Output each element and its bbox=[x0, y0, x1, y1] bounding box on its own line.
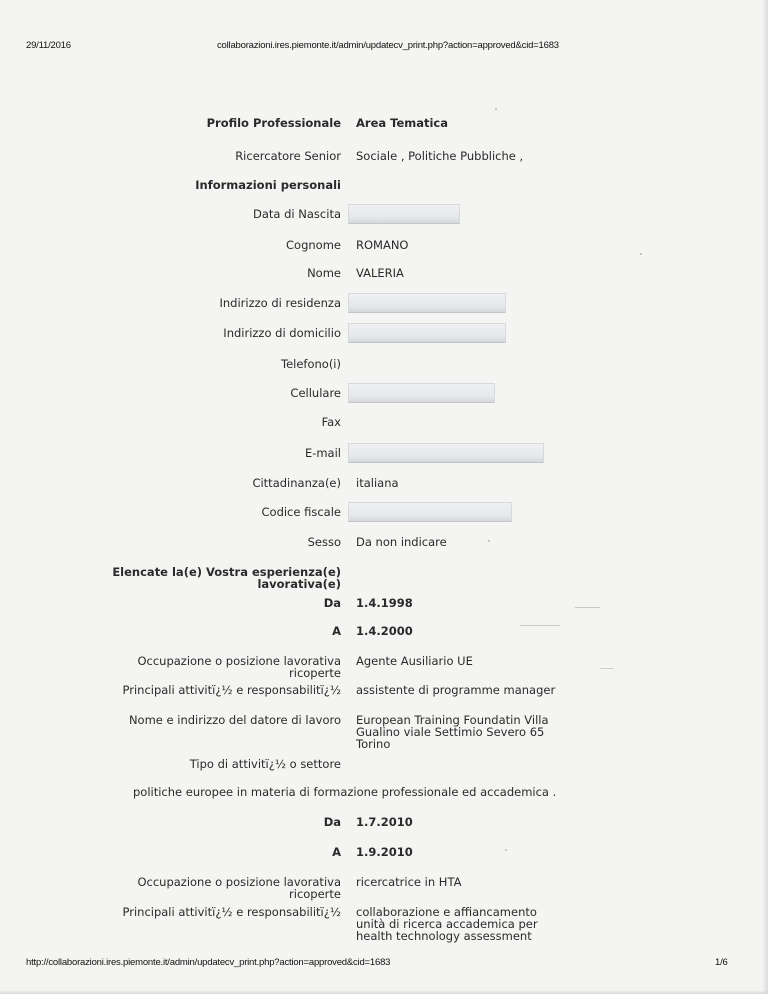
from-value: 1.4.1998 bbox=[356, 596, 413, 610]
page-edge bbox=[762, 0, 768, 994]
sex-label: Sesso bbox=[307, 535, 341, 549]
activities-label: Principali attivitï¿½ e responsabilitï¿½ bbox=[122, 905, 341, 919]
from-label: Da bbox=[323, 596, 341, 610]
phone-label: Telefono(i) bbox=[281, 357, 341, 371]
scan-speck bbox=[520, 625, 560, 626]
scan-speck bbox=[488, 540, 490, 542]
profile-value: Ricercatore Senior bbox=[235, 149, 341, 163]
activities-line: collaborazione e affiancamento bbox=[356, 905, 537, 919]
role-label: Occupazione o posizione lavorativa bbox=[137, 875, 341, 889]
sector-label: Tipo di attivitï¿½ o settore bbox=[189, 757, 341, 771]
employer-line: European Training Foundatin Villa bbox=[356, 713, 549, 727]
to-value: 1.9.2010 bbox=[356, 845, 413, 859]
email-label: E-mail bbox=[304, 446, 341, 460]
name-value: VALERIA bbox=[356, 266, 404, 280]
area-value: Sociale , Politiche Pubbliche , bbox=[356, 149, 524, 163]
role-label-cont: ricoperte bbox=[289, 666, 341, 680]
citizenship-value: italiana bbox=[356, 476, 399, 490]
role-value: Agente Ausiliario UE bbox=[356, 654, 473, 668]
surname-value: ROMANO bbox=[356, 238, 409, 252]
page-edge bbox=[0, 990, 768, 994]
surname-label: Cognome bbox=[286, 238, 341, 252]
activities-value: assistente di programme manager bbox=[356, 683, 556, 697]
print-url: collaborazioni.ires.piemonte.it/admin/updatecv_print.php?action=approved&cid=1683 bbox=[217, 40, 559, 51]
redacted-residence bbox=[348, 293, 506, 313]
to-label: A bbox=[332, 845, 341, 859]
from-label: Da bbox=[323, 815, 341, 829]
redacted-domicile bbox=[348, 323, 506, 343]
section-title-personal: Informazioni personali bbox=[195, 178, 341, 192]
scan-speck bbox=[495, 108, 497, 110]
activities-line: health technology assessment bbox=[356, 929, 532, 943]
page-number: 1/6 bbox=[715, 957, 728, 968]
employer-line: Gualino viale Settimio Severo 65 bbox=[356, 725, 545, 739]
sex-value: Da non indicare bbox=[356, 535, 447, 549]
scan-speck bbox=[505, 849, 507, 851]
to-value: 1.4.2000 bbox=[356, 624, 413, 638]
sector-value: politiche europee in materia di formazione professionale ed accademica . bbox=[133, 785, 557, 799]
role-label-cont: ricoperte bbox=[289, 887, 341, 901]
citizenship-label: Cittadinanza(e) bbox=[252, 476, 341, 490]
section-title-experience: Elencate la(e) Vostra esperienza(e) bbox=[112, 565, 341, 579]
residence-label: Indirizzo di residenza bbox=[219, 296, 341, 310]
fax-label: Fax bbox=[321, 415, 341, 429]
profile-label: Profilo Professionale bbox=[206, 116, 341, 130]
role-label: Occupazione o posizione lavorativa bbox=[137, 654, 341, 668]
scan-speck bbox=[640, 253, 642, 255]
print-date: 29/11/2016 bbox=[26, 40, 71, 51]
print-footer-url: http://collaborazioni.ires.piemonte.it/admin/updatecv_print.php?action=approved&cid=1683 bbox=[26, 957, 391, 968]
domicile-label: Indirizzo di domicilio bbox=[223, 326, 341, 340]
employer-line: Torino bbox=[356, 737, 391, 751]
taxcode-label: Codice fiscale bbox=[261, 505, 341, 519]
redacted-taxcode bbox=[348, 502, 512, 522]
role-value: ricercatrice in HTA bbox=[356, 875, 462, 889]
scan-speck bbox=[600, 668, 614, 669]
area-label: Area Tematica bbox=[356, 116, 449, 130]
redacted-email bbox=[348, 443, 544, 463]
from-value: 1.7.2010 bbox=[356, 815, 413, 829]
scan-speck bbox=[575, 607, 600, 608]
mobile-label: Cellulare bbox=[290, 386, 341, 400]
activities-label: Principali attivitï¿½ e responsabilitï¿½ bbox=[122, 683, 341, 697]
employer-label: Nome e indirizzo del datore di lavoro bbox=[128, 713, 341, 727]
name-label: Nome bbox=[307, 266, 341, 280]
redacted-birth-date bbox=[348, 204, 460, 224]
section-title-experience-cont: lavorativa(e) bbox=[257, 577, 341, 591]
to-label: A bbox=[332, 624, 341, 638]
birth-label: Data di Nascita bbox=[253, 207, 341, 221]
activities-line: unità di ricerca accademica per bbox=[356, 917, 538, 931]
redacted-mobile bbox=[348, 383, 495, 403]
